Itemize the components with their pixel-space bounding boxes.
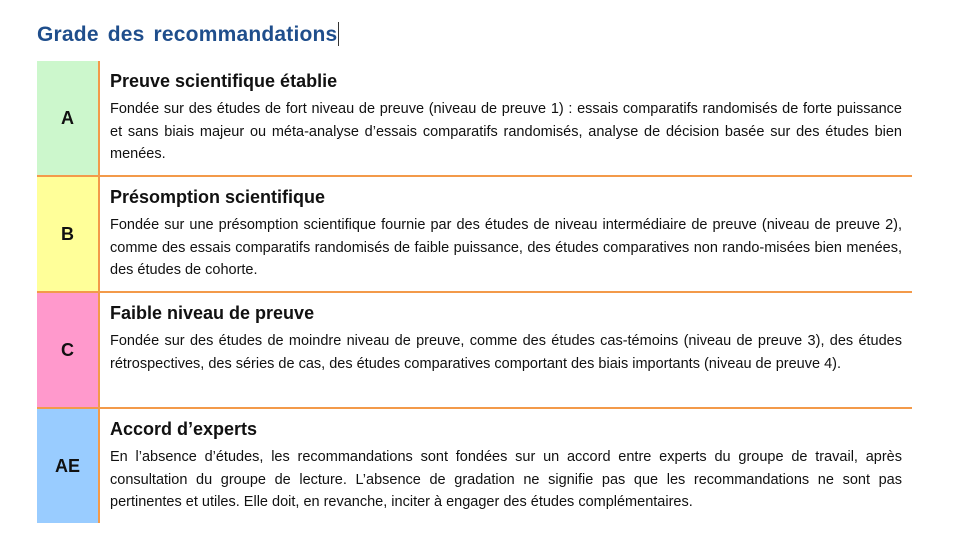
grade-content-c [100,293,912,407]
grade-cell-a: A [37,61,100,175]
grade-description-c: Fondée sur des études de moindre niveau de preuve, comme des études cas-témoins (niveau de preuve 3), des études rétrospectives, des séries de cas, des études comparatives comportant des biais importants (niveau de preuve 4). [110,333,902,372]
text-cursor [338,22,339,46]
grade-description-b: Fondée sur une présomption scientifique fournie par des études de niveau intermédiaire de preuve (niveau de preuve 2), comme des essais comparatifs randomisés de faible puissance, des études comparatives non rando-misées bien menées, des études de cohorte. [110,217,902,278]
grade-description-ae: En l’absence d’études, les recommandations sont fondées sur un accord entre experts du groupe de travail, après consultation du groupe de lecture. L’absence de gradation ne signifie pas que les recommandations ne sont pas pertinentes et utiles. Elle doit, en revanche, inciter à engager des études complémentaires. [110,449,902,510]
grade-row-ae [37,409,912,523]
grade-cell-ae: AE [37,409,100,523]
grade-heading-ae: Accord d’experts [110,419,258,439]
grades-table [37,61,912,523]
page-title [37,22,339,47]
grade-content-ae [100,409,912,523]
grade-heading-c: Faible niveau de preuve [110,303,315,323]
grade-content-b [100,177,912,291]
grade-cell-c: C [37,293,100,407]
grade-heading-a: Preuve scientifique établie [110,71,338,91]
grade-row-b [37,177,912,293]
grade-row-c [37,293,912,409]
page-title-text: Grade des recommandations [37,23,338,46]
grade-content-a [100,61,912,175]
grade-row-a [37,61,912,177]
grade-description-a: Fondée sur des études de fort niveau de preuve (niveau de preuve 1) : essais comparatifs randomisés de forte puissance et sans biais majeur ou méta-analyse d’essais comparatifs randomisés, analyse de décision basée sur des études bien menées. [110,101,902,162]
grade-heading-b: Présomption scientifique [110,187,326,207]
grade-cell-b: B [37,177,100,291]
